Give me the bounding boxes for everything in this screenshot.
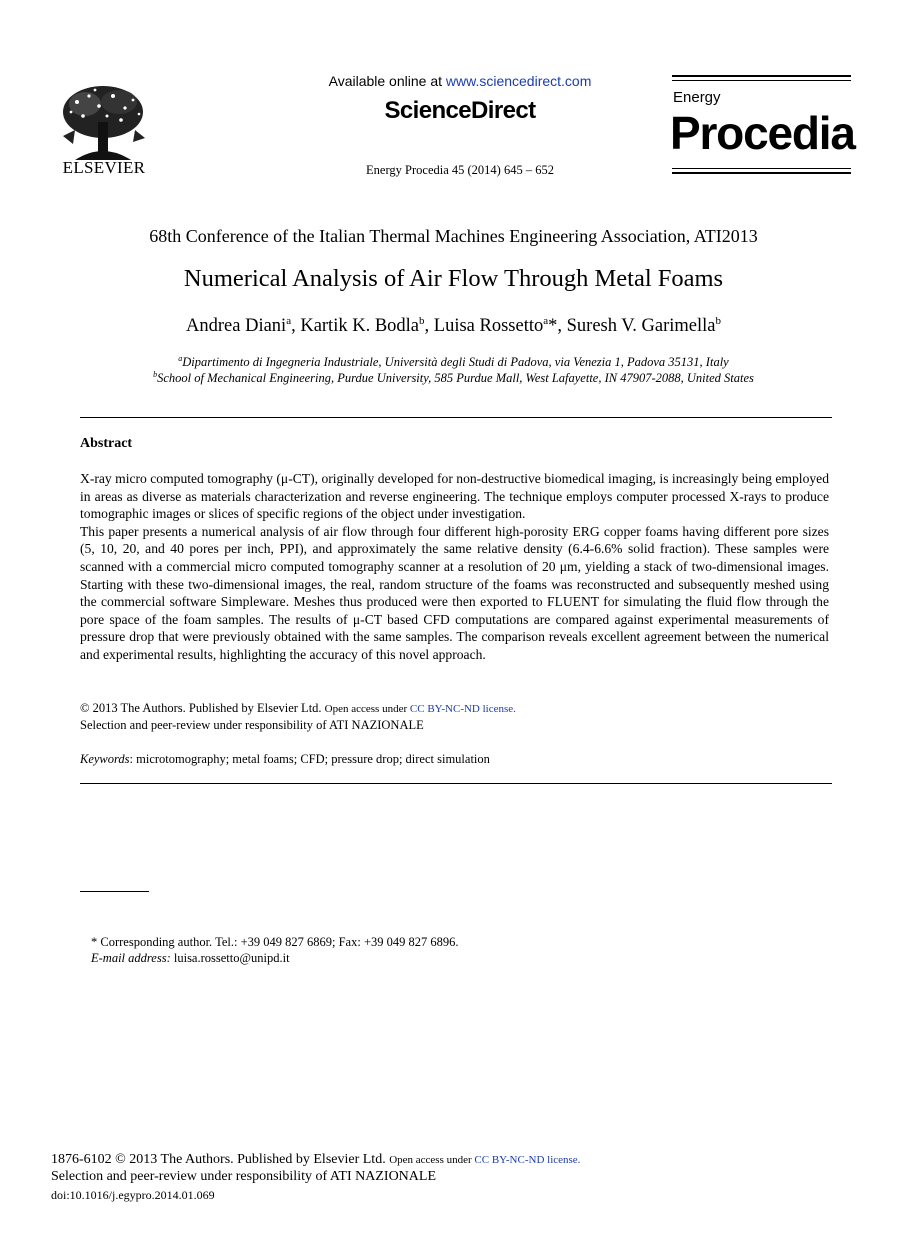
paper-title: Numerical Analysis of Air Flow Through Metal Foams xyxy=(183,265,724,292)
affiliation xyxy=(0,354,907,370)
brand-rule xyxy=(672,75,851,77)
keywords-line xyxy=(80,752,490,767)
abstract-paragraph: This paper presents a numerical analysis of air flow through four different high-porosity ERG copper foams having different pore sizes (5, 10, 20, and 40 pores per inch, PPI), and approximately the same relative density (6.4-6.6% solid fraction). These samples were scanned with a commercial micro computed tomography scanner at a resolution of 20 μm, yielding a stack of two-dimensional images. Starting with these two-dimensional images, the real, random structure of the foams was reconstructed and subsequently meshed using the commercial software Simpleware. Meshes thus produced were then exported to FLUENT for simulating the fluid flow through the pore space of the foam samples. The results of μ-CT based CFD computations are compared against experimental measurements of pressure drop that were previously obtained with the same samples. The comparison reveals excellent agreement between the numerical and experimental results, highlighting the accuracy of this novel approach. xyxy=(80,523,829,662)
author-affil-mark: b xyxy=(419,315,425,327)
abstract-body xyxy=(80,470,829,664)
bottom-peer-review: Selection and peer-review under responsibility of ATI NAZIONALE xyxy=(51,1169,436,1184)
affiliation-text: Dipartimento di Ingegneria Industriale, Università degli Studi di Padova, via Venezia 1, Padova 35131, Italy xyxy=(182,355,729,370)
journal-brand-procedia: Procedia xyxy=(670,107,855,159)
author-list xyxy=(0,315,907,337)
affiliation-text: School of Mechanical Engineering, Purdue University, 585 Purdue Mall, West Lafayette, IN 47907-2088, United States xyxy=(157,371,754,386)
bottom-copyright xyxy=(51,1152,580,1168)
affiliation-mark: b xyxy=(153,370,158,379)
author-affil-mark: a xyxy=(543,315,549,327)
doi: doi:10.1016/j.egypro.2014.01.069 xyxy=(51,1188,215,1202)
author-separator: , xyxy=(424,316,434,337)
journal-reference: Energy Procedia 45 (2014) 645 – 652 xyxy=(366,163,554,177)
email-label: E-mail address: xyxy=(91,951,171,965)
keywords-text: : microtomography; metal foams; CFD; pressure drop; direct simulation xyxy=(129,752,490,766)
author-name: Luisa Rossetto xyxy=(433,316,544,337)
bottom-copyright-text: 1876-6102 © 2013 The Authors. Published by Elsevier Ltd. xyxy=(51,1152,386,1167)
author-name: Suresh V. Garimella xyxy=(566,316,716,337)
sciencedirect-link[interactable]: www.sciencedirect.com xyxy=(445,73,592,89)
brand-rule xyxy=(672,172,851,174)
available-online xyxy=(240,73,680,89)
journal-brand-energy: Energy xyxy=(673,89,721,106)
author-affil-mark: b xyxy=(715,315,721,327)
affiliation-mark: a xyxy=(178,354,183,363)
copyright-text: © 2013 The Authors. Published by Elsevier Ltd. xyxy=(80,701,322,715)
abstract-heading: Abstract xyxy=(80,436,133,451)
corresponding-author-note: * Corresponding author. Tel.: +39 049 827 6869; Fax: +39 049 827 6896. xyxy=(91,935,459,949)
email-address: luisa.rossetto@unipd.it xyxy=(170,951,290,965)
author-name: Andrea Diani xyxy=(186,316,287,337)
affiliation xyxy=(0,370,907,386)
elsevier-wordmark: ELSEVIER xyxy=(62,158,146,177)
conference-name: 68th Conference of the Italian Thermal Machines Engineering Association, ATI2013 xyxy=(149,226,758,246)
author-affil-mark: a xyxy=(286,315,292,327)
section-divider xyxy=(80,783,832,784)
author-name: Kartik K. Bodla xyxy=(300,316,420,337)
section-divider xyxy=(80,417,832,418)
brand-rule xyxy=(672,168,851,169)
keywords-label: Keywords xyxy=(80,752,130,766)
author-separator: , xyxy=(291,316,301,337)
bottom-open-access-text: Open access under xyxy=(389,1154,475,1166)
peer-review-line: Selection and peer-review under responsibility of ATI NAZIONALE xyxy=(80,718,424,732)
email-note xyxy=(91,951,290,966)
abstract-paragraph: X-ray micro computed tomography (μ-CT), originally developed for non-destructive biomedical imaging, is increasingly being employed in areas as diverse as materials characterization and reverse engineering. The technique employs computer processed X-rays to produce tomographic images or slices of specific regions of the object under investigation. xyxy=(80,471,829,522)
open-access-text: Open access under xyxy=(324,703,410,715)
bottom-license-link[interactable]: CC BY-NC-ND license. xyxy=(474,1154,581,1166)
available-prefix: Available online at xyxy=(328,73,446,89)
author-separator: *, xyxy=(548,316,567,337)
brand-rule xyxy=(672,80,851,81)
copyright-line xyxy=(80,701,516,716)
sciencedirect-brand: ScienceDirect xyxy=(384,97,536,124)
footnote-rule xyxy=(80,891,149,892)
license-link[interactable]: CC BY-NC-ND license. xyxy=(409,703,516,715)
